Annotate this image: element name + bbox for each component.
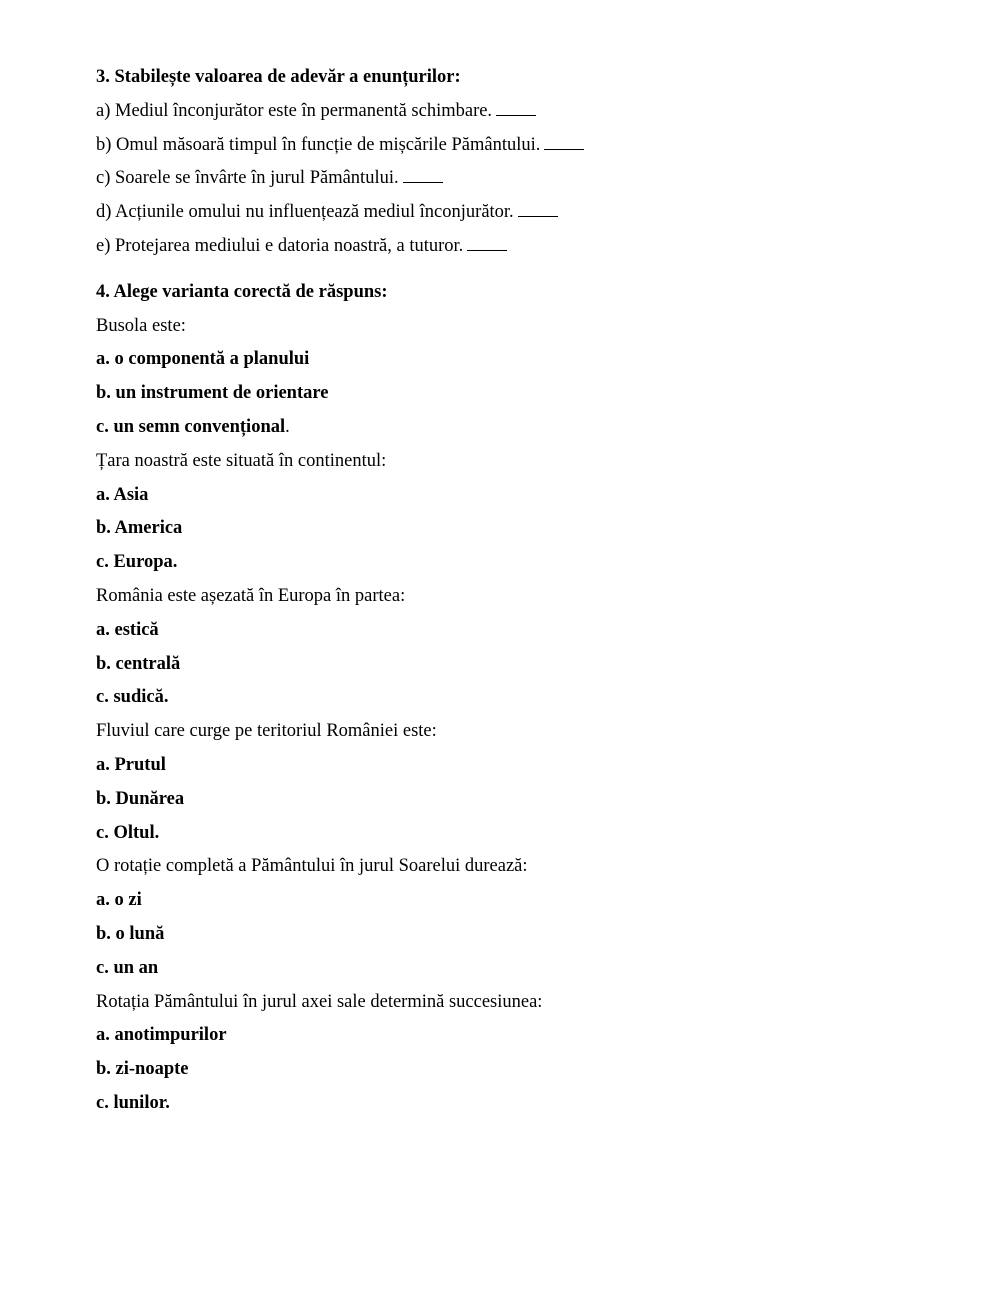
- answer-option[interactable]: b. Dunărea: [96, 788, 185, 809]
- question-prompt: Busola este:: [96, 315, 186, 336]
- section4-title: 4. Alege varianta corectă de răspuns:: [96, 281, 388, 302]
- section3-title: 3. Stabilește valoarea de adevăr a enunțurilor:: [96, 67, 461, 87]
- option-suffix: .: [285, 416, 290, 437]
- statement-c: c) Soarele se învârte în jurul Pământului.: [96, 161, 956, 195]
- answer-option[interactable]: c. un semn convențional: [96, 416, 286, 437]
- answer-blank[interactable]: [544, 135, 584, 150]
- statement-e: e) Protejarea mediului e datoria noastră, a tuturor.: [96, 229, 956, 263]
- question-prompt: România este așezată în Europa în partea:: [96, 585, 406, 606]
- answer-option[interactable]: c. un an: [96, 957, 159, 978]
- answer-option[interactable]: c. lunilor.: [96, 1092, 170, 1113]
- answer-blank[interactable]: [403, 168, 443, 183]
- answer-option[interactable]: b. un instrument de orientare: [96, 383, 329, 404]
- answer-option[interactable]: a. o zi: [96, 890, 142, 911]
- answer-option[interactable]: c. Oltul.: [96, 822, 160, 843]
- answer-option[interactable]: a. anotimpurilor: [96, 1025, 227, 1046]
- question-prompt: O rotație completă a Pământului în jurul Soarelui durează:: [96, 856, 528, 877]
- answer-option[interactable]: b. zi-noapte: [96, 1059, 189, 1080]
- answer-option[interactable]: a. Asia: [96, 484, 149, 505]
- answer-option[interactable]: b. centrală: [96, 653, 181, 674]
- answer-blank[interactable]: [467, 236, 507, 251]
- statement-b: b) Omul măsoară timpul în funcție de mișcările Pământului.: [96, 128, 956, 162]
- question-prompt: Fluviul care curge pe teritoriul României este:: [96, 721, 437, 742]
- answer-option[interactable]: b. o lună: [96, 923, 165, 944]
- section-spacer: [96, 263, 956, 275]
- answer-option[interactable]: b. America: [96, 518, 183, 539]
- answer-blank[interactable]: [496, 101, 536, 116]
- answer-option-row: [96, 410, 956, 444]
- answer-option[interactable]: c. Europa.: [96, 552, 178, 573]
- worksheet-page: [96, 60, 956, 1120]
- answer-option[interactable]: a. Prutul: [96, 754, 166, 775]
- answer-option[interactable]: a. estică: [96, 619, 159, 640]
- statement-a: a) Mediul înconjurător este în permanentă schimbare.: [96, 94, 956, 128]
- answer-blank[interactable]: [518, 202, 558, 217]
- question-prompt: Țara noastră este situată în continentul:: [96, 450, 387, 471]
- question-prompt: Rotația Pământului în jurul axei sale determină succesiunea:: [96, 991, 543, 1012]
- answer-option[interactable]: a. o componentă a planului: [96, 349, 310, 370]
- statement-d: d) Acțiunile omului nu influențează mediul înconjurător.: [96, 195, 956, 229]
- answer-option[interactable]: c. sudică.: [96, 687, 169, 708]
